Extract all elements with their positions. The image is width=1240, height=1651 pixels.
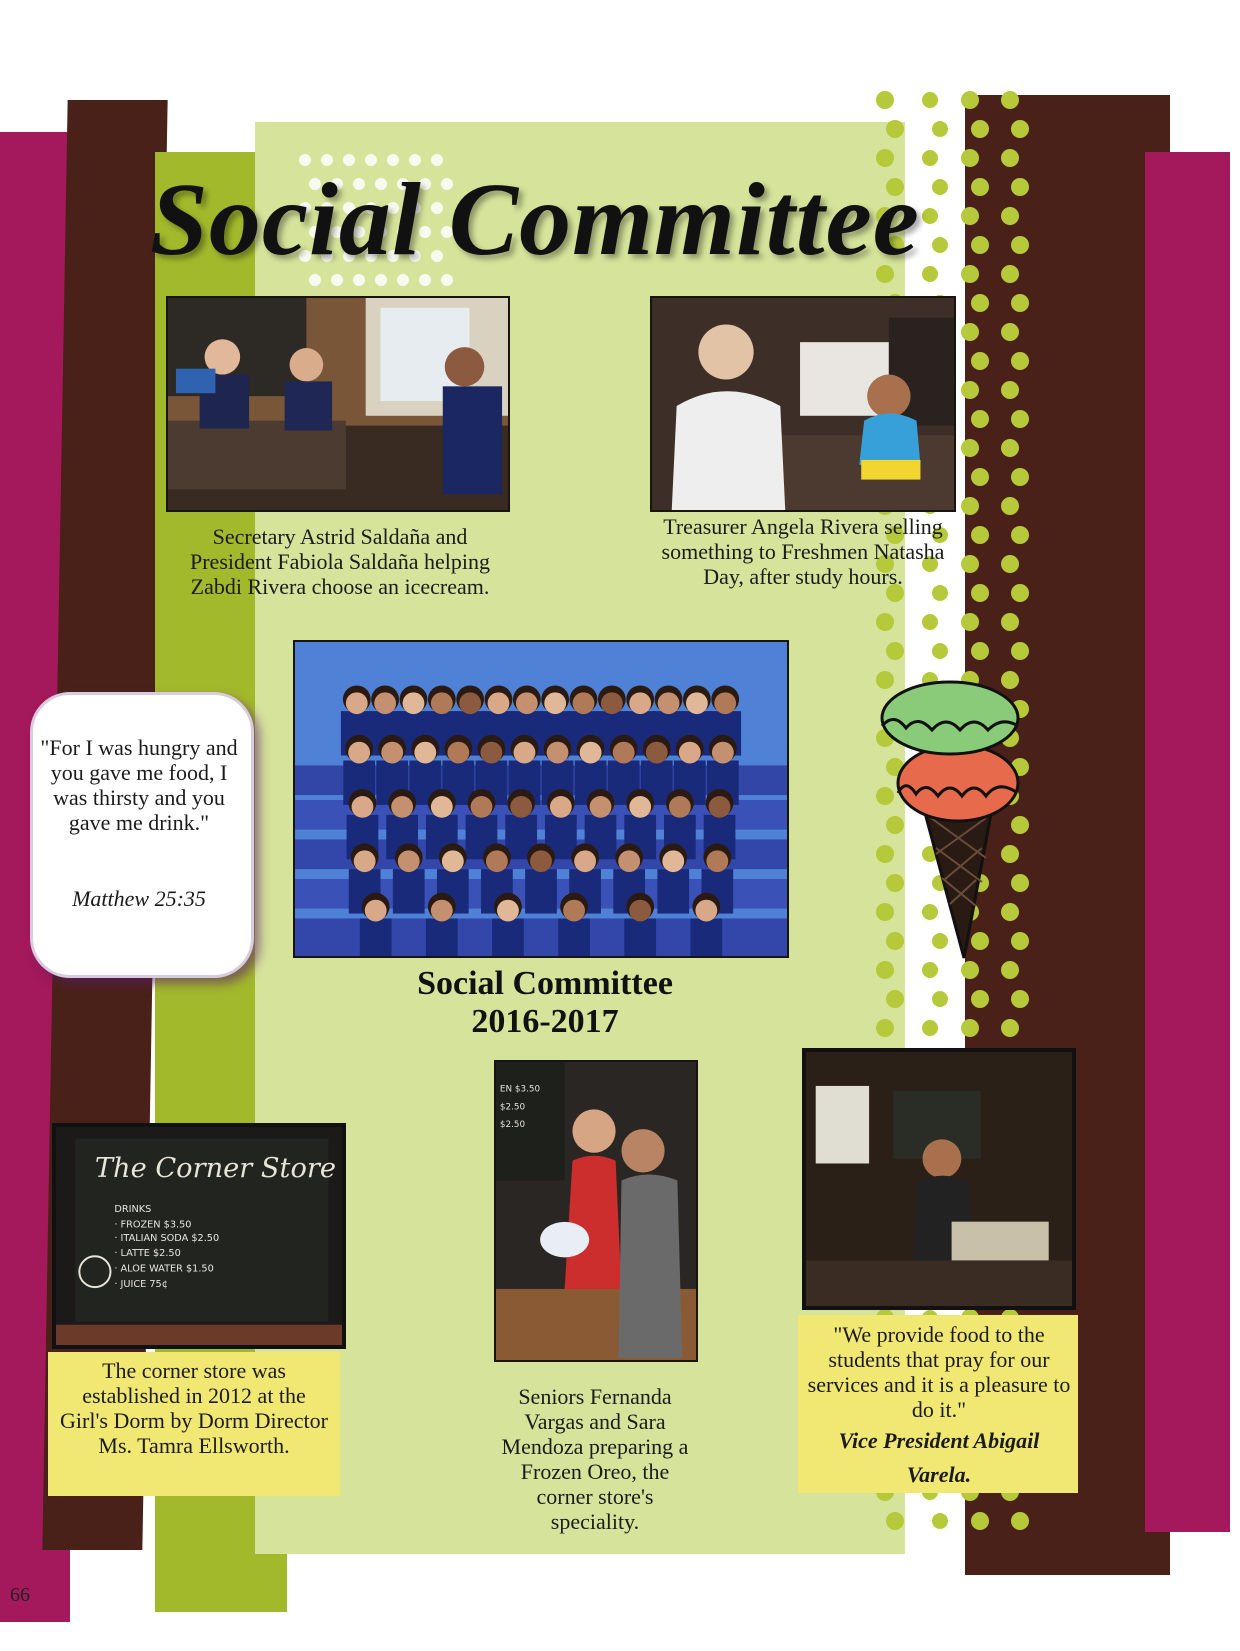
photo-treasurer-selling [650,296,956,512]
group-photo-caption [370,965,720,1041]
vp-quote-text: "We provide food to the students that pray for our services and it is a pleasure to do it." [807,1322,1071,1422]
svg-text:The Corner Store: The Corner Store [94,1153,337,1185]
photo1-caption: Secretary Astrid Saldaña and President Fabiola Saldaña helping Zabdi Rivera choose an icecream. [190,524,490,599]
svg-text:$2.50: $2.50 [499,1120,526,1131]
svg-text:$2.50: $2.50 [499,1102,526,1113]
group-caption-line2: 2016-2017 [471,1003,619,1040]
magenta-stripe-right [1145,152,1230,1532]
svg-text:· LATTE $2.50: · LATTE $2.50 [114,1248,181,1260]
vp-quote-attribution: Vice President Abigail Varela. [838,1428,1040,1487]
svg-text:· ITALIAN SODA $2.50: · ITALIAN SODA $2.50 [114,1232,220,1244]
photo-corner-store-counter [166,296,510,512]
store-caption: The corner store was established in 2012 at the Girl's Dorm by Dorm Director Ms. Tamra Ellsworth. [60,1358,328,1458]
photo2-caption: Treasurer Angela Rivera selling something to Freshmen Natasha Day, after study hours. [661,514,945,589]
seniors-caption: Seniors Fernanda Vargas and Sara Mendoza preparing a Frozen Oreo, the corner store's speciality. [501,1384,689,1534]
photo-vice-president [802,1048,1076,1310]
ice-cream-cone-icon [876,668,1036,968]
quote-reference: Matthew 25:35 [72,886,206,911]
page-number: 66 [10,1584,30,1606]
svg-text:· FROZEN $3.50: · FROZEN $3.50 [114,1219,192,1231]
quote-text: "For I was hungry and you gave me food, I was thirsty and you gave me drink." [40,735,238,835]
group-caption-line1: Social Committee [417,965,673,1002]
svg-text:· ALOE WATER $1.50: · ALOE WATER $1.50 [114,1263,214,1275]
page-title: Social Committee [150,162,920,277]
svg-text:EN $3.50: EN $3.50 [499,1084,541,1095]
svg-text:DRINKS: DRINKS [114,1203,152,1215]
svg-text:· JUICE 75¢: · JUICE 75¢ [114,1279,168,1291]
photo-group-committee [293,640,789,958]
photo-seniors-preparing [494,1060,698,1362]
photo-corner-store-chalkboard [52,1123,346,1349]
